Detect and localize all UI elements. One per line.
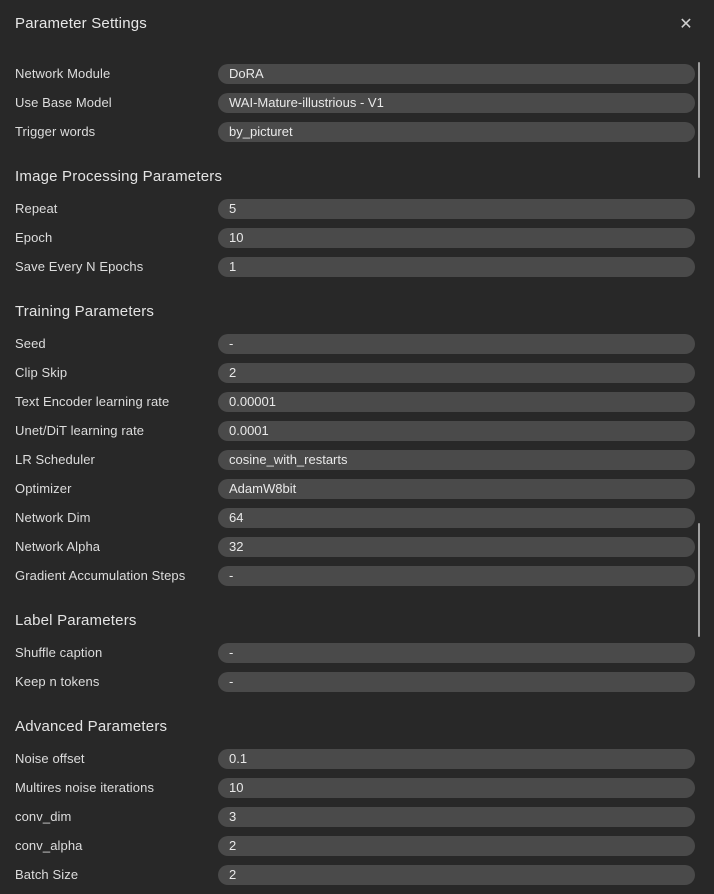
field-value-network-alpha[interactable]: 32 (218, 537, 695, 557)
field-value-shuffle-caption[interactable]: - (218, 643, 695, 663)
field-value-save-every-n-epochs[interactable]: 1 (218, 257, 695, 277)
field-row (0, 860, 714, 889)
field-label-multires-noise-iterations: Multires noise iterations (15, 780, 155, 795)
field-value-lr-scheduler[interactable]: cosine_with_restarts (218, 450, 695, 470)
field-row (0, 329, 714, 358)
field-row (0, 194, 714, 223)
field-label-save-every-n-epochs: Save Every N Epochs (15, 259, 144, 274)
field-label-use-base-model: Use Base Model (15, 95, 112, 110)
field-label-conv-dim: conv_dim (15, 809, 72, 824)
field-row (0, 252, 714, 281)
settings-form (0, 59, 714, 889)
field-label-batch-size: Batch Size (15, 867, 79, 882)
field-row (0, 416, 714, 445)
field-value-network-module[interactable]: DoRA (218, 64, 695, 84)
section-title-advanced-parameters: Advanced Parameters (15, 718, 168, 735)
field-label-noise-offset: Noise offset (15, 751, 85, 766)
close-icon[interactable]: ✕ (675, 13, 697, 35)
field-label-optimizer: Optimizer (15, 481, 72, 496)
field-label-trigger-words: Trigger words (15, 124, 96, 139)
field-label-network-module: Network Module (15, 66, 111, 81)
field-row (0, 88, 714, 117)
field-label-lr-scheduler: LR Scheduler (15, 452, 95, 467)
field-label-epoch: Epoch (15, 230, 53, 245)
field-value-noise-offset[interactable]: 0.1 (218, 749, 695, 769)
field-row (0, 638, 714, 667)
field-label-unet-dit-learning-rate: Unet/DiT learning rate (15, 423, 145, 438)
field-value-network-dim[interactable]: 64 (218, 508, 695, 528)
field-row (0, 744, 714, 773)
field-label-repeat: Repeat (15, 201, 58, 216)
field-row (0, 117, 714, 146)
field-row (0, 59, 714, 88)
field-row (0, 802, 714, 831)
field-label-network-dim: Network Dim (15, 510, 91, 525)
section-title-image-processing-parameters: Image Processing Parameters (15, 168, 223, 185)
scrollbar-thumb-top[interactable] (698, 62, 700, 178)
field-value-use-base-model[interactable]: WAI-Mature-illustrious - V1 (218, 93, 695, 113)
field-label-keep-n-tokens: Keep n tokens (15, 674, 100, 689)
field-value-text-encoder-learning-rate[interactable]: 0.00001 (218, 392, 695, 412)
field-value-unet-dit-learning-rate[interactable]: 0.0001 (218, 421, 695, 441)
field-value-conv-dim[interactable]: 3 (218, 807, 695, 827)
field-row (0, 474, 714, 503)
field-row (0, 503, 714, 532)
field-label-gradient-accumulation-steps: Gradient Accumulation Steps (15, 568, 186, 583)
field-value-conv-alpha[interactable]: 2 (218, 836, 695, 856)
field-value-gradient-accumulation-steps[interactable]: - (218, 566, 695, 586)
field-row (0, 773, 714, 802)
field-row (0, 445, 714, 474)
field-label-conv-alpha: conv_alpha (15, 838, 83, 853)
field-label-seed: Seed (15, 336, 46, 351)
field-value-batch-size[interactable]: 2 (218, 865, 695, 885)
field-row (0, 358, 714, 387)
field-row (0, 561, 714, 590)
field-value-multires-noise-iterations[interactable]: 10 (218, 778, 695, 798)
field-label-text-encoder-learning-rate: Text Encoder learning rate (15, 394, 170, 409)
field-row (0, 223, 714, 252)
field-row (0, 831, 714, 860)
field-value-repeat[interactable]: 5 (218, 199, 695, 219)
field-value-optimizer[interactable]: AdamW8bit (218, 479, 695, 499)
field-value-seed[interactable]: - (218, 334, 695, 354)
field-label-shuffle-caption: Shuffle caption (15, 645, 103, 660)
field-label-network-alpha: Network Alpha (15, 539, 101, 554)
dialog-titlebar (0, 0, 714, 34)
field-row (0, 387, 714, 416)
field-value-trigger-words[interactable]: by_picturet (218, 122, 695, 142)
field-value-clip-skip[interactable]: 2 (218, 363, 695, 383)
section-title-training-parameters: Training Parameters (15, 303, 155, 320)
field-value-keep-n-tokens[interactable]: - (218, 672, 695, 692)
field-row (0, 532, 714, 561)
dialog-title: Parameter Settings (15, 15, 147, 32)
field-row (0, 667, 714, 696)
scrollbar-thumb-bottom[interactable] (698, 523, 700, 637)
section-title-label-parameters: Label Parameters (15, 612, 137, 629)
field-value-epoch[interactable]: 10 (218, 228, 695, 248)
field-label-clip-skip: Clip Skip (15, 365, 68, 380)
